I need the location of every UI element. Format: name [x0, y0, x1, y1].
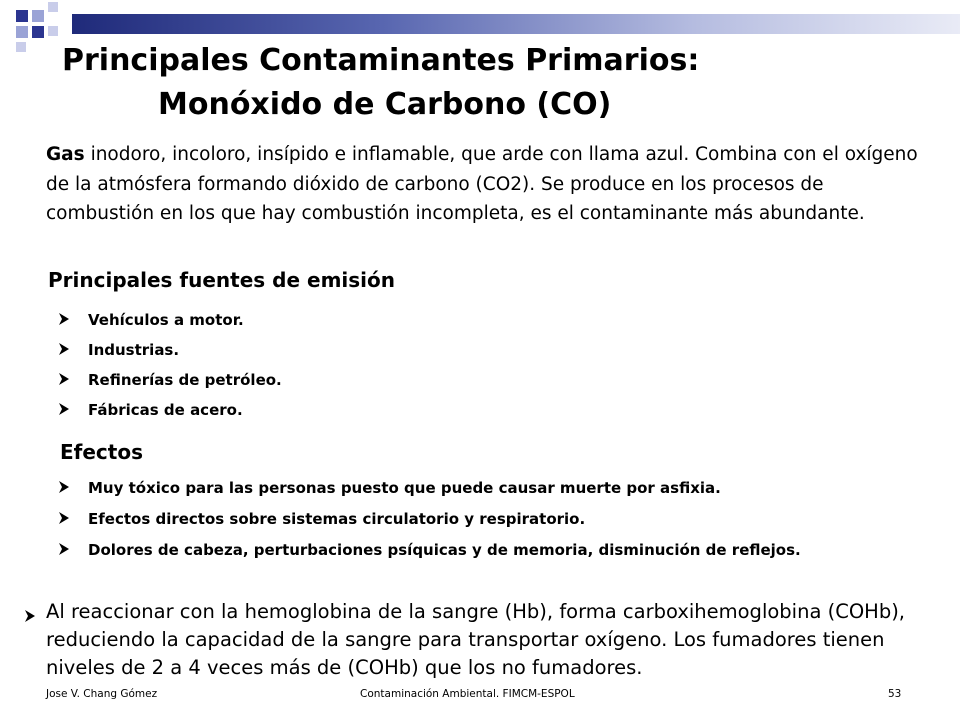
intro-text: inodoro, incoloro, insípido e inflamable, que arde con llama azul. Combina con el oxígeno de la atmósfera formando dióxido de carbono (CO2). Se produce en los procesos de combustión en los que hay combustión incompleta, es el contaminante más abundante. — [46, 144, 918, 224]
footer-course: Contaminación Ambiental. FIMCM-ESPOL — [360, 688, 575, 700]
effects-list — [0, 478, 908, 560]
decor-square — [32, 10, 44, 22]
arrow-bullet-icon — [58, 542, 70, 556]
arrow-bullet-icon — [58, 511, 70, 525]
footer-page-number: 53 — [888, 688, 902, 700]
list-item: Industrias. — [0, 340, 908, 360]
list-item: Dolores de cabeza, perturbaciones psíquicas y de memoria, disminución de reflejos. — [0, 540, 908, 560]
decor-square — [16, 26, 28, 38]
arrow-bullet-icon — [58, 312, 70, 326]
arrow-bullet-icon — [58, 372, 70, 386]
decor-square — [32, 26, 44, 38]
sources-list — [0, 310, 908, 420]
arrow-bullet-icon — [58, 480, 70, 494]
list-item: Efectos directos sobre sistemas circulatorio y respiratorio. — [0, 509, 908, 529]
list-item: Refinerías de petróleo. — [0, 370, 908, 390]
arrow-bullet-icon — [58, 342, 70, 356]
hemoglobin-text: Al reaccionar con la hemoglobina de la sangre (Hb), forma carboxihemoglobina (COHb), reduciendo la capacidad de la sangre para transportar oxígeno. Los fumadores tienen niveles de 2 a 4 veces más de (COHb) que los no fumadores. — [46, 600, 906, 679]
sources-heading: Principales fuentes de emisión — [48, 268, 396, 292]
header-gradient-bar — [72, 14, 960, 34]
intro-bold-word: Gas — [46, 144, 85, 165]
footer-author: Jose V. Chang Gómez — [46, 688, 158, 700]
decor-square — [16, 10, 28, 22]
list-item: Muy tóxico para las personas puesto que puede causar muerte por asfixia. — [0, 478, 908, 498]
effects-heading: Efectos — [60, 440, 143, 464]
list-item: Fábricas de acero. — [0, 400, 908, 420]
arrow-bullet-icon — [24, 609, 36, 623]
intro-paragraph — [46, 140, 936, 229]
decor-square — [16, 42, 26, 52]
decor-square — [48, 2, 58, 12]
decor-square — [48, 26, 58, 36]
list-item: Vehículos a motor. — [0, 310, 908, 330]
arrow-bullet-icon — [58, 402, 70, 416]
